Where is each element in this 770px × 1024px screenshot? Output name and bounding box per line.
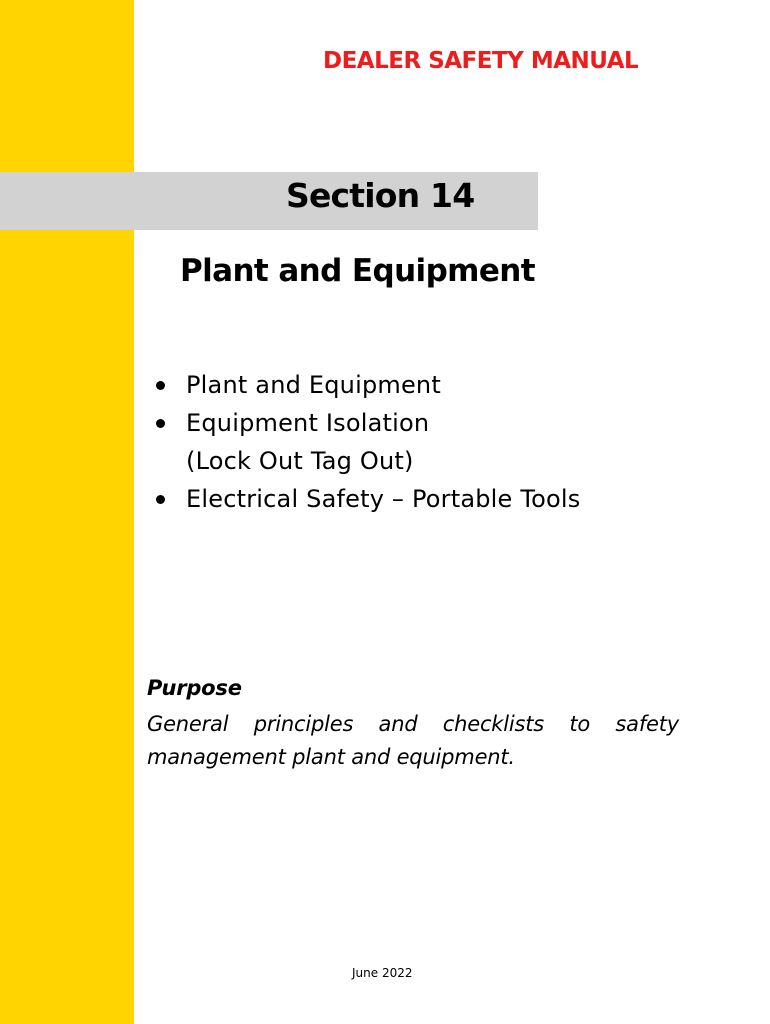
bullet-icon (156, 419, 165, 428)
manual-title: DEALER SAFETY MANUAL (323, 48, 639, 74)
topic-label: Electrical Safety – Portable Tools (186, 485, 581, 513)
bullet-icon (156, 495, 165, 504)
topic-item (150, 366, 580, 404)
footer-date: June 2022 (352, 966, 413, 980)
topic-item (150, 404, 580, 480)
section-title: Section 14 (286, 176, 475, 215)
topic-label-continuation: (Lock Out Tag Out) (186, 447, 414, 475)
purpose-text: General principles and checklists to safety management plant and equipment. (147, 712, 679, 769)
topic-item (150, 480, 580, 518)
yellow-side-bar (0, 0, 134, 1024)
topic-list (150, 366, 580, 518)
purpose-heading: Purpose (147, 676, 242, 700)
topic-label: Plant and Equipment (186, 371, 441, 399)
bullet-icon (156, 381, 165, 390)
topic-label: Equipment Isolation (186, 409, 430, 437)
section-subtitle: Plant and Equipment (180, 253, 535, 289)
